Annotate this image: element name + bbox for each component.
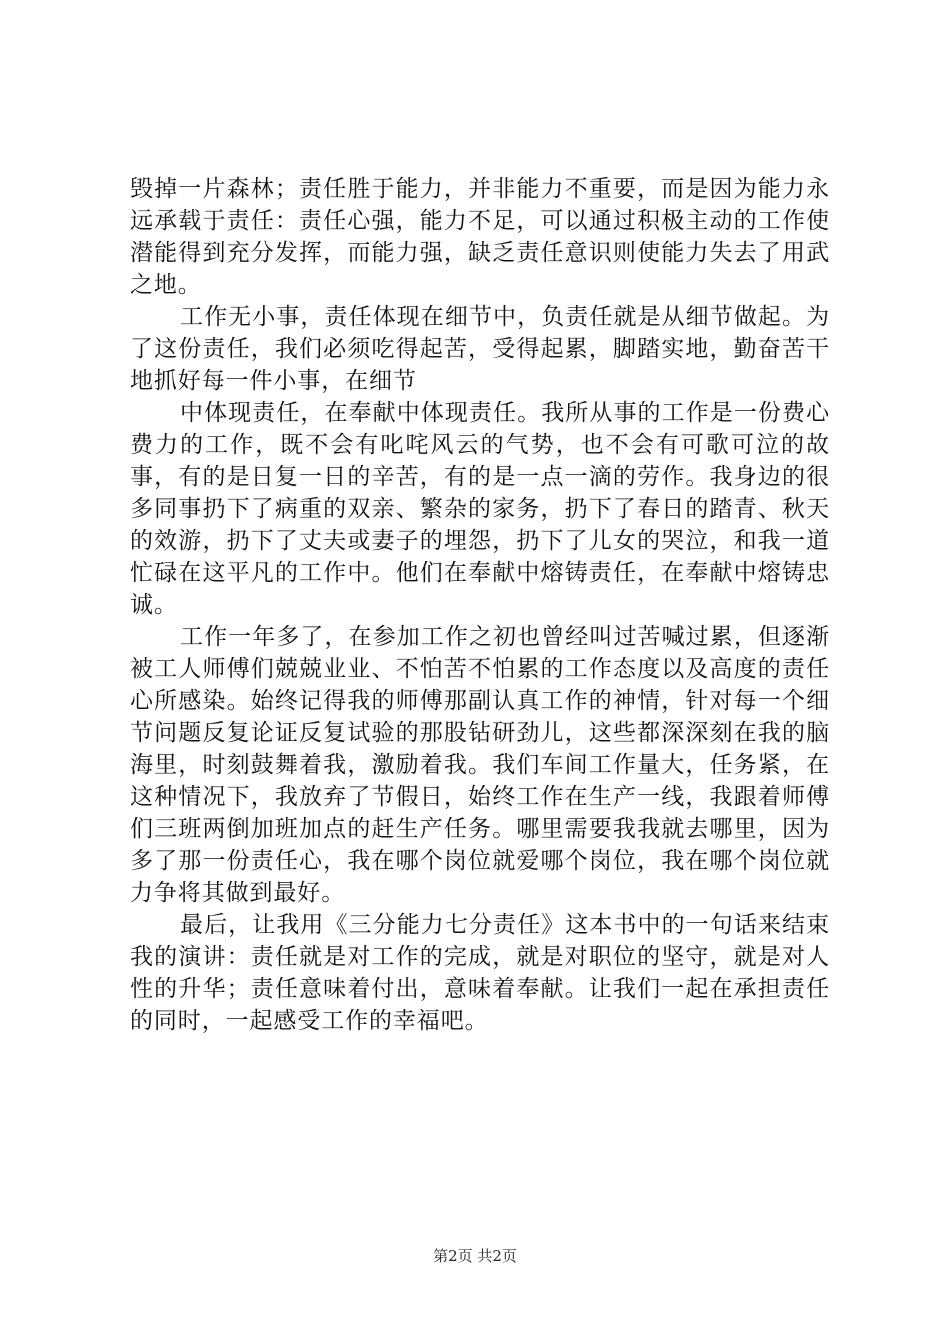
paragraph-4: 工作一年多了，在参加工作之初也曾经叫过苦喊过累，但逐渐被工人师傅们兢兢业业、不怕苦不怕累的工作态度以及高度的责任心所感染。始终记得我的师傅那副认真工作的神情，针对每一个细节问题反复论证反复试验的那股钻研劲儿，这些都深深刻在我的脑海里，时刻鼓舞着我，激励着我。我们车间工作量大，任务紧，在这种情况下，我放弃了节假日，始终工作在生产一线，我跟着师傅们三班两倒加班加点的赶生产任务。哪里需要我我就去哪里，因为多了那一份责任心，我在哪个岗位就爱哪个岗位，我在哪个岗位就力争将其做到最好。: [130, 624, 830, 906]
paragraph-2: 工作无小事，责任体现在细节中，负责任就是从细节做起。为了这份责任，我们必须吃得起苦，受得起累，脚踏实地，勤奋苦干地抓好每一件小事，在细节: [130, 304, 830, 394]
document-body: [130, 173, 830, 1037]
paragraph-1: 毁掉一片森林；责任胜于能力，并非能力不重要，而是因为能力永远承载于责任：责任心强，能力不足，可以通过积极主动的工作使潜能得到充分发挥，而能力强，缺乏责任意识则使能力失去了用武之地。: [130, 176, 830, 298]
page-footer: [0, 1245, 950, 1266]
paragraph-5: 最后，让我用《三分能力七分责任》这本书中的一句话来结束我的演讲：责任就是对工作的完成，就是对职位的坚守，就是对人性的升华；责任意味着付出，意味着奉献。让我们一起在承担责任的同时，一起感受工作的幸福吧。: [130, 912, 830, 1034]
page-number-label: 第2页 共2页: [433, 1247, 517, 1265]
paragraph-3: 中体现责任，在奉献中体现责任。我所从事的工作是一份费心费力的工作，既不会有叱咤风云的气势，也不会有可歌可泣的故事，有的是日复一日的辛苦，有的是一点一滴的劳作。我身边的很多同事扔下了病重的双亲、繁杂的家务，扔下了春日的踏青、秋天的效游，扔下了丈夫或妻子的埋怨，扔下了儿女的哭泣，和我一道忙碌在这平凡的工作中。他们在奉献中熔铸责任，在奉献中熔铸忠诚。: [130, 400, 830, 618]
